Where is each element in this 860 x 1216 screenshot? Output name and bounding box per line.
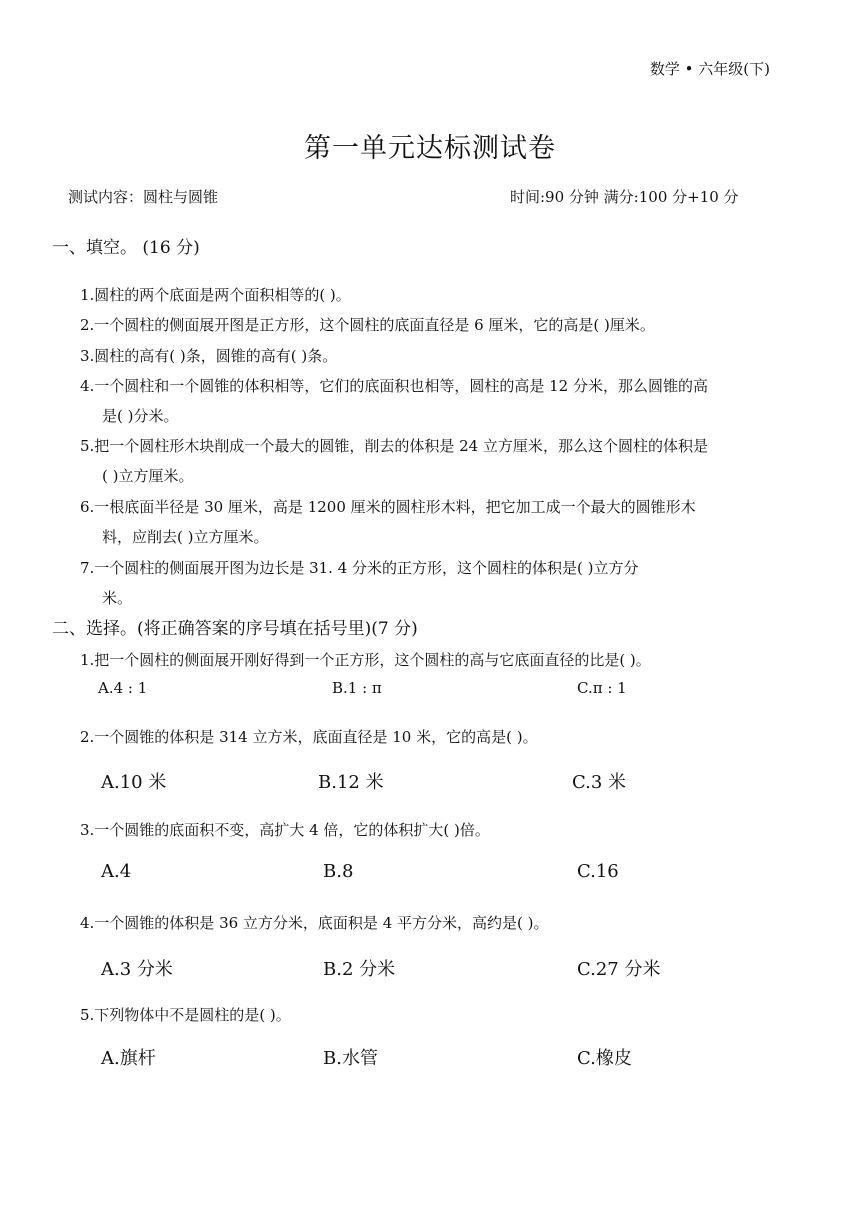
choice-question-4: 4.一个圆锥的体积是 36 立方分米，底面积是 4 平方分米，高约是( )。 — [80, 914, 549, 932]
choice-4-option-b: B.2 分米 — [323, 959, 396, 980]
choice-2-option-b: B.12 米 — [318, 772, 384, 793]
choice-3-option-b: B.8 — [323, 861, 354, 882]
fill-question-4: 4.一个圆柱和一个圆锥的体积相等，它们的底面积也相等，圆柱的高是 12 分米，那么圆锥的高 — [80, 377, 708, 395]
choice-5-option-b: B.水管 — [323, 1048, 378, 1069]
choice-question-3: 3.一个圆锥的底面积不变，高扩大 4 倍，它的体积扩大( )倍。 — [80, 821, 490, 839]
choice-4-option-a: A.3 分米 — [101, 959, 173, 980]
choice-1-option-a: A.4 : 1 — [98, 679, 148, 697]
subject-grade-header: 数学 • 六年级(下) — [649, 60, 770, 78]
choice-question-1: 1.把一个圆柱的侧面展开刚好得到一个正方形，这个圆柱的高与它底面直径的比是( )。 — [80, 651, 651, 669]
choice-1-option-b: B.1 : π — [332, 679, 382, 697]
choice-2-option-a: A.10 米 — [101, 772, 167, 793]
fill-question-5: 5.把一个圆柱形木块削成一个最大的圆锥，削去的体积是 24 立方厘米，那么这个圆柱的体积是 — [80, 437, 708, 455]
choice-4-option-c: C.27 分米 — [577, 959, 661, 980]
fill-question-2: 2.一个圆柱的侧面展开图是正方形，这个圆柱的底面直径是 6 厘米，它的高是( )厘米。 — [80, 316, 655, 334]
test-content: 测试内容：圆柱与圆锥 — [68, 188, 219, 206]
choice-2-option-c: C.3 米 — [572, 772, 627, 793]
fill-question-1: 1.圆柱的两个底面是两个面积相等的( )。 — [80, 286, 351, 304]
choice-5-option-c: C.橡皮 — [577, 1048, 632, 1069]
section-fill-blank-heading: 一、填空。 (16 分) — [52, 238, 200, 258]
choice-1-option-c: C.π : 1 — [577, 679, 627, 697]
fill-question-7-cont: 米。 — [102, 589, 133, 607]
choice-3-option-a: A.4 — [101, 861, 132, 882]
section-choice-heading: 二、选择。(将正确答案的序号填在括号里)(7 分) — [52, 619, 418, 639]
choice-question-5: 5.下列物体中不是圆柱的是( )。 — [80, 1006, 291, 1024]
fill-question-6: 6.一根底面半径是 30 厘米，高是 1200 厘米的圆柱形木料，把它加工成一个最大的圆锥形木 — [80, 498, 696, 516]
time-and-score: 时间:90 分钟 满分:100 分+10 分 — [510, 188, 739, 206]
fill-question-3: 3.圆柱的高有( )条，圆锥的高有( )条。 — [80, 347, 338, 365]
fill-question-4-cont: 是( )分米。 — [102, 407, 179, 425]
choice-3-option-c: C.16 — [577, 861, 619, 882]
fill-question-6-cont: 料，应削去( )立方厘米。 — [102, 528, 269, 546]
choice-question-2: 2.一个圆锥的体积是 314 立方米，底面直径是 10 米，它的高是( )。 — [80, 728, 538, 746]
page-title: 第一单元达标测试卷 — [304, 133, 556, 164]
choice-5-option-a: A.旗杆 — [101, 1048, 156, 1069]
fill-question-5-cont: ( )立方厘米。 — [102, 467, 194, 485]
fill-question-7: 7.一个圆柱的侧面展开图为边长是 31. 4 分米的正方形，这个圆柱的体积是( )立方分 — [80, 559, 639, 577]
